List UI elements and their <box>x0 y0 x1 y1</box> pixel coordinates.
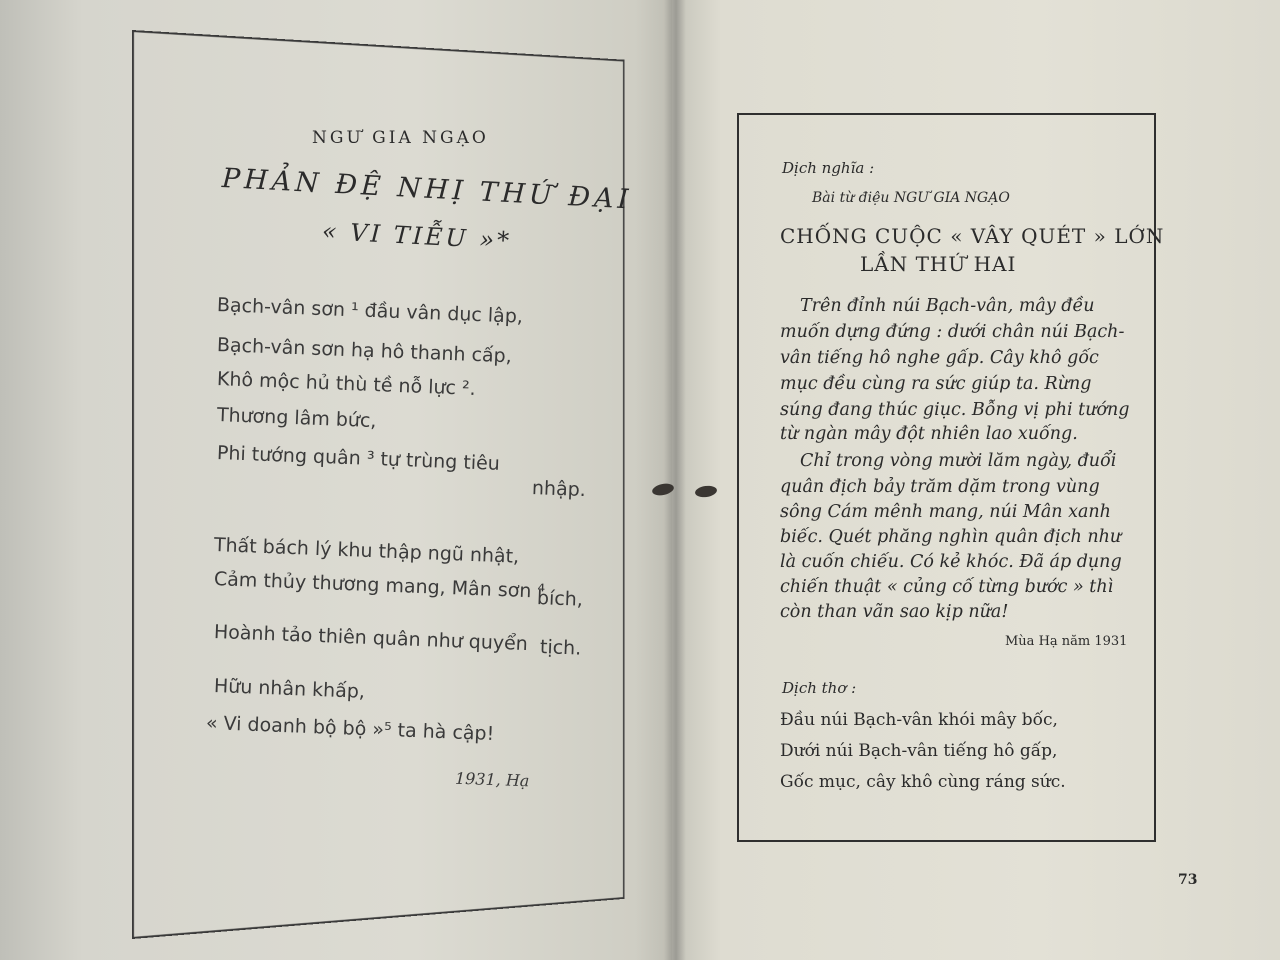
left-poem-line: Cảm thủy thương mang, Mân sơn ⁴ <box>213 568 546 603</box>
left-poem-line: tịch. <box>539 636 582 660</box>
verse-label: Dịch thơ : <box>782 679 857 697</box>
prose-line: vân tiếng hô nghe gấp. Cây khô gốc <box>780 348 1099 368</box>
prose-line: quân địch bảy trăm dặm trong vùng <box>780 477 1100 497</box>
left-poem-line: Hoành tảo thiên quân như quyển <box>213 621 529 656</box>
prose-line: còn than vãn sao kịp nữa! <box>780 602 1009 622</box>
left-poem-line: Phi tướng quân ³ tự trùng tiêu <box>216 442 501 475</box>
translation-date: Mùa Hạ năm 1931 <box>1005 634 1128 649</box>
verse-line: Đầu núi Bạch-vân khói mây bốc, <box>780 710 1058 730</box>
prose-line: Trên đỉnh núi Bạch-vân, mây đều <box>800 296 1095 316</box>
book-gutter <box>664 0 686 960</box>
left-poem-line: Thương lâm bức, <box>216 404 377 433</box>
prose-line: muốn dựng đứng : dưới chân núi Bạch- <box>780 322 1125 342</box>
translation-title-line1: CHỐNG CUỘC « VÂY QUÉT » LỚN <box>780 224 1165 248</box>
left-poem-title-line1: PHẢN ĐỆ NHỊ THỨ ĐẠI <box>221 163 634 216</box>
prose-line: Chỉ trong vòng mười lăm ngày, đuổi <box>800 451 1117 471</box>
prose-line: là cuốn chiếu. Có kẻ khóc. Đã áp dụng <box>780 552 1122 572</box>
left-poem-title-line2: « VI TIỄU »* <box>321 217 513 255</box>
translation-title-line2: LẦN THỨ HAI <box>860 252 1017 276</box>
translation-label: Dịch nghĩa : <box>782 159 875 177</box>
left-poem-line: « Vi doanh bộ bộ »⁵ ta hà cập! <box>205 712 495 746</box>
left-poem-date: 1931, Hạ <box>454 768 530 791</box>
page-number: 73 <box>1178 872 1198 888</box>
left-poem-line: Bạch-vân sơn ¹ đầu vân dục lập, <box>216 294 524 328</box>
verse-line: Gốc mục, cây khô cùng ráng sức. <box>780 772 1066 792</box>
prose-line: mục đều cùng ra sức giúp ta. Rừng <box>780 374 1092 394</box>
left-poem-line: bích, <box>536 587 584 611</box>
left-poem-line: nhập. <box>531 477 587 502</box>
prose-line: biếc. Quét phăng nghìn quân địch như <box>780 527 1122 547</box>
prose-line: súng đang thúc giục. Bỗng vị phi tướng <box>780 400 1130 420</box>
translation-subtitle: Bài từ điệu NGƯ GIA NGẠO <box>812 190 1010 206</box>
left-poem-line: Bạch-vân sơn hạ hô thanh cấp, <box>216 334 513 368</box>
left-poem-line: Hữu nhân khấp, <box>213 675 366 703</box>
verse-line: Dưới núi Bạch-vân tiếng hô gấp, <box>780 741 1058 761</box>
prose-line: từ ngàn mây đột nhiên lao xuống. <box>780 424 1078 444</box>
prose-line: sông Cám mênh mang, núi Mân xanh <box>780 502 1111 522</box>
left-poem-line: Khô mộc hủ thù tề nỗ lực ². <box>216 368 477 400</box>
left-poem-line: Thất bách lý khu thập ngũ nhật, <box>213 534 520 568</box>
prose-line: chiến thuật « củng cố từng bước » thì <box>780 577 1114 597</box>
left-poem-header: NGƯ GIA NGẠO <box>312 128 489 148</box>
